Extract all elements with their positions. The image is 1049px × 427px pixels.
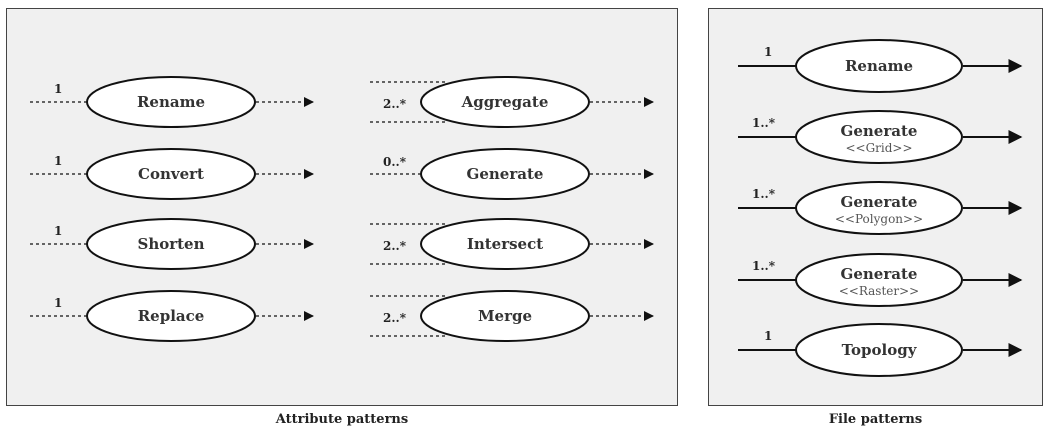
multiplicity-label: 0..* — [383, 155, 406, 169]
multiplicity-label: 2..* — [383, 97, 406, 111]
file-pattern-2 — [738, 182, 1021, 234]
multiplicity-label: 1 — [54, 224, 63, 238]
pattern-label: Generate — [840, 122, 918, 140]
pattern-label: Topology — [841, 341, 917, 359]
pattern-stereotype: <<Polygon>> — [834, 212, 924, 226]
file-patterns-caption: File patterns — [828, 412, 923, 427]
file-pattern-0 — [738, 40, 1021, 92]
multiplicity-label: 1..* — [752, 259, 775, 273]
pattern-label: Replace — [137, 307, 205, 325]
attr-single-convert — [30, 149, 313, 199]
attr-multi-intersect — [370, 219, 653, 269]
pattern-label: Rename — [136, 93, 206, 111]
attr-multi-aggregate — [370, 77, 653, 127]
multiplicity-label: 1..* — [752, 187, 775, 201]
multiplicity-label: 2..* — [383, 239, 406, 253]
pattern-stereotype: <<Raster>> — [838, 284, 920, 298]
attr-single-rename — [30, 77, 313, 127]
multiplicity-label: 1 — [764, 45, 773, 59]
pattern-stereotype: <<Grid>> — [845, 141, 913, 155]
pattern-label: Shorten — [137, 235, 205, 253]
pattern-label: Generate — [840, 193, 918, 211]
attribute-patterns-caption: Attribute patterns — [275, 412, 409, 427]
attr-multi-generate — [370, 149, 653, 199]
multiplicity-label: 1 — [54, 82, 63, 96]
attr-multi-merge — [370, 291, 653, 341]
file-pattern-1 — [738, 111, 1021, 163]
multiplicity-label: 2..* — [383, 311, 406, 325]
pattern-label: Aggregate — [461, 93, 549, 111]
attr-single-shorten — [30, 219, 313, 269]
pattern-label: Merge — [477, 307, 533, 325]
file-pattern-4 — [738, 324, 1021, 376]
pattern-label: Intersect — [466, 235, 544, 253]
pattern-label: Generate — [466, 165, 544, 183]
multiplicity-label: 1 — [764, 329, 773, 343]
pattern-label: Generate — [840, 265, 918, 283]
pattern-label: Rename — [844, 57, 914, 75]
attr-single-replace — [30, 291, 313, 341]
pattern-label: Convert — [138, 165, 204, 183]
multiplicity-label: 1..* — [752, 116, 775, 130]
multiplicity-label: 1 — [54, 296, 63, 310]
multiplicity-label: 1 — [54, 154, 63, 168]
file-pattern-3 — [738, 254, 1021, 306]
